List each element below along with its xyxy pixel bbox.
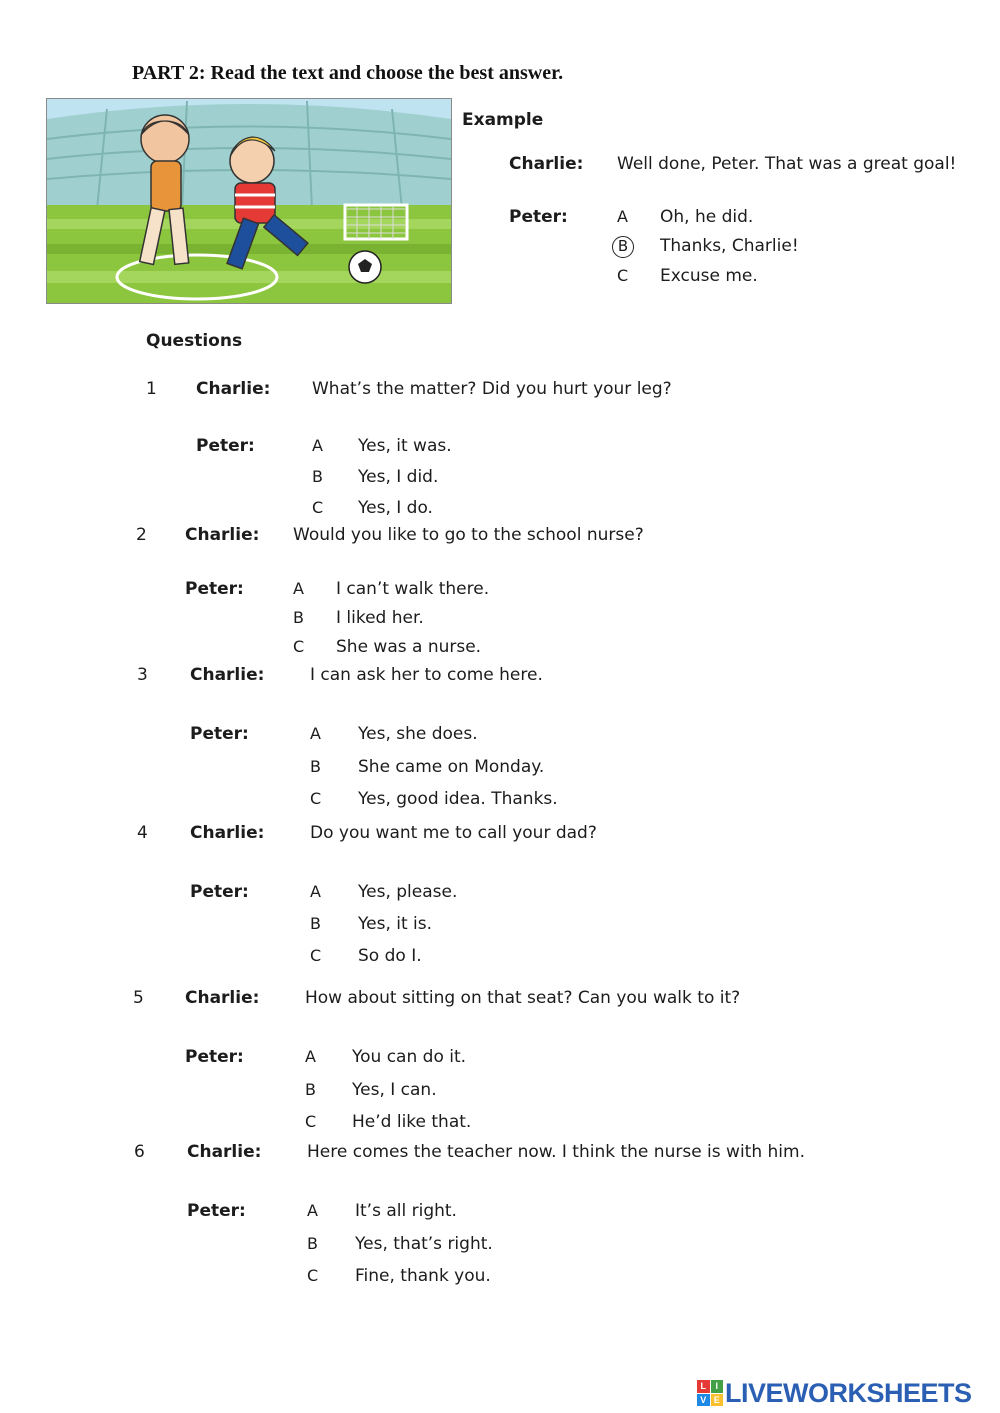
question-2-option-letter-a[interactable]: A xyxy=(293,579,304,598)
question-4-option-letter-b[interactable]: B xyxy=(310,914,321,933)
logo-letter-i: I xyxy=(711,1380,724,1393)
example-speaker-charlie: Charlie: xyxy=(509,154,584,174)
question-1-option-letter-a[interactable]: A xyxy=(312,436,323,455)
example-option-text-a: Oh, he did. xyxy=(660,207,754,227)
question-1-speaker-charlie: Charlie: xyxy=(196,379,271,399)
question-4-option-letter-a[interactable]: A xyxy=(310,882,321,901)
question-3-option-letter-a[interactable]: A xyxy=(310,724,321,743)
question-2-option-letter-c[interactable]: C xyxy=(293,637,305,656)
liveworksheets-logo-icon xyxy=(697,1380,723,1406)
question-5-option-letter-b[interactable]: B xyxy=(305,1080,316,1099)
question-2-speaker-peter: Peter: xyxy=(185,579,244,599)
question-6-option-text-b[interactable]: Yes, that’s right. xyxy=(355,1234,493,1254)
question-2-prompt: Would you like to go to the school nurse? xyxy=(293,525,644,545)
question-5-option-letter-a[interactable]: A xyxy=(305,1047,316,1066)
question-1-prompt: What’s the matter? Did you hurt your leg? xyxy=(312,379,672,399)
question-6-speaker-charlie: Charlie: xyxy=(187,1142,262,1162)
question-6-speaker-peter: Peter: xyxy=(187,1201,246,1221)
question-3-option-text-b[interactable]: She came on Monday. xyxy=(358,757,545,777)
question-2-option-text-a[interactable]: I can’t walk there. xyxy=(336,579,490,599)
question-6-option-letter-c[interactable]: C xyxy=(307,1266,319,1285)
logo-letter-l: L xyxy=(697,1380,710,1393)
example-option-text-c: Excuse me. xyxy=(660,266,758,286)
question-1-option-text-b[interactable]: Yes, I did. xyxy=(358,467,439,487)
football-illustration xyxy=(46,98,452,304)
question-1-option-text-c[interactable]: Yes, I do. xyxy=(358,498,433,518)
example-option-letter-c: C xyxy=(617,266,629,285)
question-3-speaker-peter: Peter: xyxy=(190,724,249,744)
question-4-option-text-b[interactable]: Yes, it is. xyxy=(358,914,433,934)
example-prompt: Well done, Peter. That was a great goal! xyxy=(617,154,957,174)
brand-name: LIVEWORKSHEETS xyxy=(725,1377,972,1408)
question-6-option-text-a[interactable]: It’s all right. xyxy=(355,1201,457,1221)
question-2-option-text-c[interactable]: She was a nurse. xyxy=(336,637,482,657)
question-4-speaker-peter: Peter: xyxy=(190,882,249,902)
question-4-number: 4 xyxy=(137,823,148,843)
question-6-option-letter-b[interactable]: B xyxy=(307,1234,318,1253)
football-scene-image xyxy=(47,99,451,303)
question-4-option-text-a[interactable]: Yes, please. xyxy=(358,882,458,902)
logo-letter-v: V xyxy=(697,1394,710,1407)
question-6-number: 6 xyxy=(134,1142,145,1162)
question-2-option-text-b[interactable]: I liked her. xyxy=(336,608,424,628)
question-6-prompt: Here comes the teacher now. I think the nurse is with him. xyxy=(307,1142,805,1162)
question-3-option-letter-b[interactable]: B xyxy=(310,757,321,776)
question-6-option-letter-a[interactable]: A xyxy=(307,1201,318,1220)
question-5-number: 5 xyxy=(133,988,144,1008)
example-speaker-peter: Peter: xyxy=(509,207,568,227)
question-5-speaker-peter: Peter: xyxy=(185,1047,244,1067)
question-2-number: 2 xyxy=(136,525,147,545)
logo-letter-e: E xyxy=(711,1394,724,1407)
question-4-speaker-charlie: Charlie: xyxy=(190,823,265,843)
question-3-option-letter-c[interactable]: C xyxy=(310,789,322,808)
example-option-letter-a: A xyxy=(617,207,628,226)
question-5-option-letter-c[interactable]: C xyxy=(305,1112,317,1131)
question-5-option-text-c[interactable]: He’d like that. xyxy=(352,1112,472,1132)
question-5-option-text-a[interactable]: You can do it. xyxy=(352,1047,467,1067)
question-5-prompt: How about sitting on that seat? Can you walk to it? xyxy=(305,988,741,1008)
liveworksheets-brand xyxy=(697,1378,972,1408)
question-1-speaker-peter: Peter: xyxy=(196,436,255,456)
question-1-option-text-a[interactable]: Yes, it was. xyxy=(358,436,452,456)
question-1-number: 1 xyxy=(146,379,157,399)
question-4-option-letter-c[interactable]: C xyxy=(310,946,322,965)
example-answer-circled-b: B xyxy=(612,236,634,258)
question-1-option-letter-c[interactable]: C xyxy=(312,498,324,517)
question-2-speaker-charlie: Charlie: xyxy=(185,525,260,545)
questions-label: Questions xyxy=(146,331,243,351)
question-3-option-text-a[interactable]: Yes, she does. xyxy=(358,724,478,744)
part-heading: PART 2: Read the text and choose the best answer. xyxy=(132,62,564,84)
question-4-prompt: Do you want me to call your dad? xyxy=(310,823,597,843)
question-3-prompt: I can ask her to come here. xyxy=(310,665,543,685)
question-1-option-letter-b[interactable]: B xyxy=(312,467,323,486)
example-option-text-b: Thanks, Charlie! xyxy=(660,236,799,256)
question-2-option-letter-b[interactable]: B xyxy=(293,608,304,627)
question-5-option-text-b[interactable]: Yes, I can. xyxy=(352,1080,437,1100)
question-4-option-text-c[interactable]: So do I. xyxy=(358,946,422,966)
question-6-option-text-c[interactable]: Fine, thank you. xyxy=(355,1266,491,1286)
question-5-speaker-charlie: Charlie: xyxy=(185,988,260,1008)
example-label: Example xyxy=(462,110,544,130)
question-3-option-text-c[interactable]: Yes, good idea. Thanks. xyxy=(358,789,558,809)
question-3-speaker-charlie: Charlie: xyxy=(190,665,265,685)
question-3-number: 3 xyxy=(137,665,148,685)
